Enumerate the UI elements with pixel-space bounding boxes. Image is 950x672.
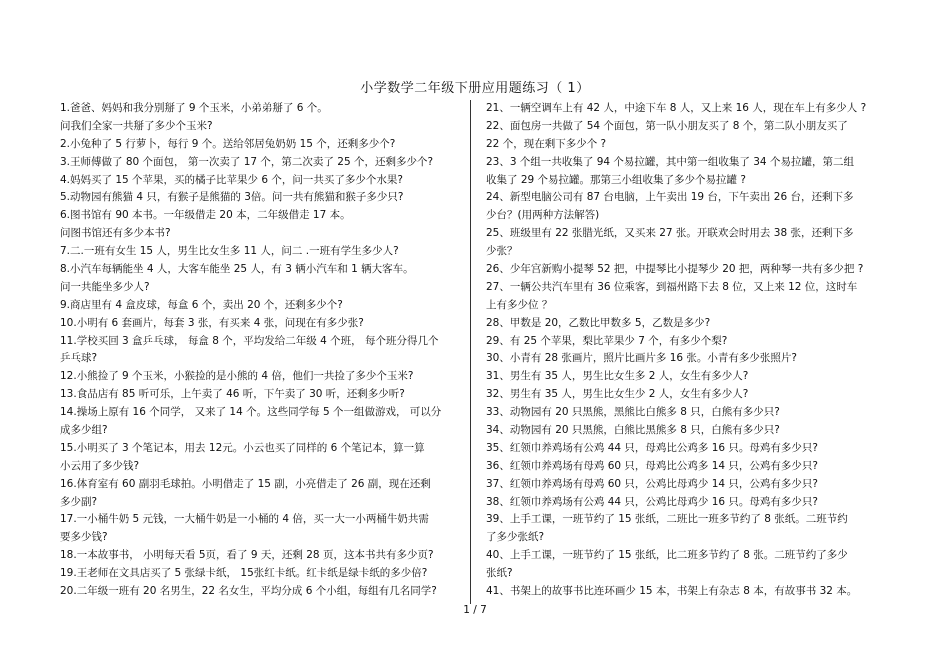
problem-line: 16.体育室有 60 副羽毛球拍。小明借走了 15 副，小亮借走了 26 副，现在还剩 [60,477,431,490]
problem-line: 成多少组? [60,424,108,437]
problem-line: 20.二年级一班有 20 名男生，22 名女生，平均分成 6 个小组，每组有几名同学? [60,585,437,598]
problem-line: 10.小明有 6 套画片，每套 3 张，有买来 4 张，问现在有多少张? [60,316,364,329]
problem-line: 27、一辆公共汽车里有 36 位乘客，到福州路下去 8 位，又上来 12 位，这时车 [486,280,858,293]
problem-line: 33、动物园有 20 只黑熊，黑熊比白熊多 8 只，白熊有多少只? [486,406,780,419]
problem-line: 要多少钱? [60,531,108,544]
problem-line: 8.小汽车每辆能坐 4 人，大客车能坐 25 人，有 3 辆小汽车和 1 辆大客车。 [60,263,414,276]
problem-line: 22、面包房一共做了 54 个面包，第一队小朋友买了 8 个，第二队小朋友买了 [486,119,848,132]
problem-line: 28、甲数是 20，乙数比甲数多 5，乙数是多少? [486,316,711,329]
problem-line: 收集了 29 个易拉罐。那第三小组收集了多少个易拉罐 ? [486,173,746,186]
problem-line: 15.小明买了 3 个笔记本，用去 12元。小云也买了同样的 6 个笔记本，算一算 [60,441,425,454]
page-number: 1 / 7 [463,604,487,616]
problem-line: 30、小青有 28 张画片，照片比画片多 16 张。小青有多少张照片? [486,352,798,365]
problem-line: 3.王师傅做了 80 个面包， 第一次卖了 17 个，第二次卖了 25 个，还剩多少个? [60,155,434,168]
problem-line: 多少副? [60,495,98,508]
problem-line: 张纸? [486,567,513,580]
problem-line: 14.操场上原有 16 个同学， 又来了 14 个。这些同学每 5 个一组做游戏， 可以分 [60,406,442,419]
problem-line: 1.爸爸、妈妈和我分别掰了 9 个玉米，小弟弟掰了 6 个。 [60,102,328,114]
problem-line: 41、书架上的故事书比连环画少 15 本，书架上有杂志 8 本，有故事书 32 本。 [486,585,858,598]
problem-line: 12.小熊捡了 9 个玉米，小猴捡的是小熊的 4 倍，他们一共捡了多少个玉米? [60,370,414,383]
problem-line: 26、少年宫新购小提琴 52 把，中提琴比小提琴少 20 把，两种琴一共有多少把 ? [486,263,864,276]
page-title: 小学数学二年级下册应用题练习（ 1） [360,81,590,96]
problem-line: 问我们全家一共掰了多少个玉米? [60,119,213,132]
problem-line: 问一共能坐多少人? [60,280,150,293]
problem-line: 18.一本故事书， 小明每天看 5页，看了 9 天，还剩 28 页，这本书共有多少页? [60,549,434,562]
problem-line: 4.妈妈买了 15 个苹果，买的橘子比苹果少 6 个，问一共买了多少个水果? [60,173,403,186]
problem-line: 37、红领巾养鸡场有母鸡 60 只，公鸡比母鸡少 14 只，公鸡有多少只? [486,477,819,490]
problem-line: 7.二.一班有女生 15 人，男生比女生多 11 人，问二 .一班有学生多少人? [60,245,399,258]
problem-line: 13.食品店有 85 听可乐，上午卖了 46 听，下午卖了 30 听，还剩多少听? [60,388,405,401]
problem-line: 35、红领巾养鸡场有公鸡 44 只，母鸡比公鸡多 16 只。母鸡有多少只? [486,441,819,454]
problem-line: 32、男生有 35 人，男生比女生少 2 人，女生有多少人? [486,388,749,401]
problem-line: 2.小兔种了 5 行萝卜，每行 9 个。送给邻居兔奶奶 15 个，还剩多少个? [60,137,396,150]
problem-line: 17.一小桶牛奶 5 元钱，一大桶牛奶是一小桶的 4 倍，买一大一小两桶牛奶共需 [60,513,429,526]
column-divider [470,100,471,604]
problem-line: 34、动物园有 20 只黑熊，白熊比黑熊多 8 只，白熊有多少只? [486,424,780,437]
problem-line: 36、红领巾养鸡场有母鸡 60 只，母鸡比公鸡多 14 只，公鸡有多少只? [486,459,819,472]
problem-line: 乒乓球? [60,352,98,365]
problem-line: 问图书馆还有多少本书? [60,227,171,240]
problem-line: 29、有 25 个苹果，梨比苹果少 7 个，有多少个梨? [486,334,728,347]
problem-line: 5.动物园有熊猫 4 只，有猴子是熊猫的 3倍。问一共有熊猫和猴子多少只? [60,191,404,204]
left-column [60,100,462,601]
problem-line: 40、上手工课，一班节约了 15 张纸，比二班多节约了 8 张。二班节约了多少 [486,549,848,562]
problem-line: 6.图书馆有 90 本书。一年级借走 20 本，二年级借走 17 本。 [60,209,351,222]
problem-line: 31、男生有 35 人，男生比女生多 2 人，女生有多少人? [486,370,749,383]
problem-line: 少台？(用两种方法解答) [486,209,600,222]
problem-line: 21、一辆空调车上有 42 人，中途下车 8 人，又上来 16 人，现在车上有多少人 ? [486,102,867,114]
problem-line: 小云用了多少钱? [60,459,140,472]
problem-line: 24、新型电脑公司有 87 台电脑，上午卖出 19 台，下午卖出 26 台，还剩下多 [486,191,854,204]
problem-line: 9.商店里有 4 盒皮球，每盒 6 个，卖出 20 个，还剩多少个? [60,298,343,311]
problem-line: 11.学校买回 3 盒乒乓球， 每盒 8 个，平均发给二年级 4 个班， 每个班分得几个 [60,334,439,347]
problem-line: 了多少张纸? [486,531,545,544]
problem-line: 19.王老师在文具店买了 5 张绿卡纸， 15张红卡纸。红卡纸是绿卡纸的多少倍? [60,567,428,580]
problem-line: 少张？ [486,245,518,258]
problem-line: 39、上手工课，一班节约了 15 张纸，二班比一班多节约了 8 张纸。二班节约 [486,513,848,526]
problem-line: 上有多少位 ？ [486,298,553,311]
right-column [486,100,888,601]
problem-line: 38、红领巾养鸡场有公鸡 44 只，公鸡比母鸡少 16 只。母鸡有多少只? [486,495,819,508]
problem-line: 25、班级里有 22 张腊光纸，又买来 27 张。开联欢会时用去 38 张，还剩下多 [486,227,854,240]
problem-line: 23、3 个组一共收集了 94 个易拉罐，其中第一组收集了 34 个易拉罐，第二组 [486,155,854,168]
problem-line: 22 个，现在剩下多少个 ? [486,137,607,150]
